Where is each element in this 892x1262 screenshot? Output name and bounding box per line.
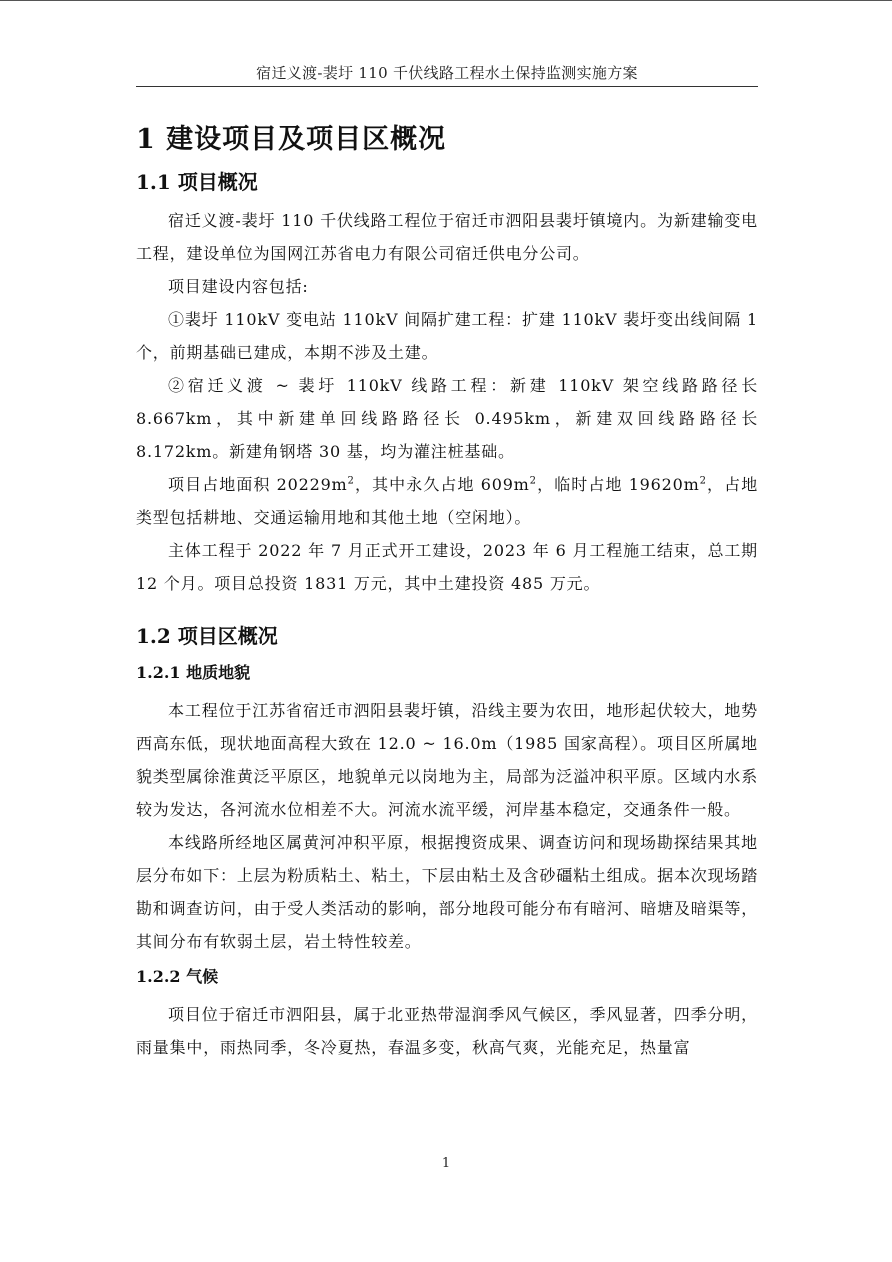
page-number: 1 — [441, 1156, 451, 1171]
chapter-title: 1 建设项目及项目区概况 — [136, 124, 447, 155]
paragraph-land-area — [136, 468, 758, 534]
section-title-1-2: 1.2 项目区概况 — [136, 624, 278, 648]
land-area-text-d: ，占地类型包括耕地、交通运输用地和其他土地（空闲地）。 — [136, 475, 758, 527]
paragraph-climate: 项目位于宿迁市泗阳县，属于北亚热带湿润季风气候区，季风显著，四季分明，雨量集中，雨热同季，冬冷夏热，春温多变，秋高气爽，光能充足，热量富 — [136, 1005, 758, 1057]
paragraph-construction-intro: 项目建设内容包括: — [168, 277, 309, 296]
running-header: 宿迁义渡-裴圩 110 千伏线路工程水土保持监测实施方案 — [256, 64, 638, 82]
page-top-border — [0, 0, 892, 1]
paragraph-substation-expansion: ①裴圩 110kV 变电站 110kV 间隔扩建工程：扩建 110kV 裴圩变出线间隔 1 个，前期基础已建成，本期不涉及土建。 — [136, 310, 758, 362]
land-area-text-a: 项目占地面积 20229m — [168, 475, 348, 494]
superscript-3: 2 — [699, 475, 707, 487]
subsection-title-1-2-1: 1.2.1 地质地貌 — [136, 663, 251, 682]
paragraph-project-location: 宿迁义渡-裴圩 110 千伏线路工程位于宿迁市泗阳县裴圩镇境内。为新建输变电工程，建设单位为国网江苏省电力有限公司宿迁供电分公司。 — [136, 211, 758, 263]
subsection-title-1-2-2: 1.2.2 气候 — [136, 967, 219, 986]
paragraph-geology-terrain: 本工程位于江苏省宿迁市泗阳县裴圩镇，沿线主要为农田，地形起伏较大，地势西高东低，现状地面高程大致在 12.0 ~ 16.0m（1985 国家高程）。项目区所属地貌类型属徐淮黄泛平原区，地貌单元以岗地为主，局部为泛溢冲积平原。区域内水系较为发达，各河流水位相差不大。河流水流平缓，河岸基本稳定，交通条件一般。 — [136, 701, 758, 819]
superscript-1: 2 — [347, 475, 355, 487]
paragraph-schedule-investment: 主体工程于 2022 年 7 月正式开工建设，2023 年 6 月工程施工结束，总工期 12 个月。项目总投资 1831 万元，其中土建投资 485 万元。 — [136, 541, 758, 593]
header-rule — [136, 86, 758, 87]
paragraph-strata: 本线路所经地区属黄河冲积平原，根据搜资成果、调查访问和现场勘探结果其地层分布如下：上层为粉质粘土、粘土，下层由粘土及含砂礓粘土组成。据本次现场踏勘和调查访问，由于受人类活动的影响，部分地段可能分布有暗河、暗塘及暗渠等，其间分布有软弱土层，岩土特性较差。 — [136, 833, 758, 951]
paragraph-line-project: ②宿迁义渡 ~ 裴圩 110kV 线路工程：新建 110kV 架空线路路径长 8.667km，其中新建单回线路路径长 0.495km，新建双回线路路径长 8.172km。新建角钢塔 30 基，均为灌注桩基础。 — [136, 376, 758, 461]
superscript-2: 2 — [529, 475, 537, 487]
section-title-1-1: 1.1 项目概况 — [136, 170, 258, 194]
land-area-text-b: ，其中永久占地 609m — [354, 475, 530, 494]
land-area-text-c: ，临时占地 19620m — [536, 475, 700, 494]
document-body — [136, 112, 758, 1064]
